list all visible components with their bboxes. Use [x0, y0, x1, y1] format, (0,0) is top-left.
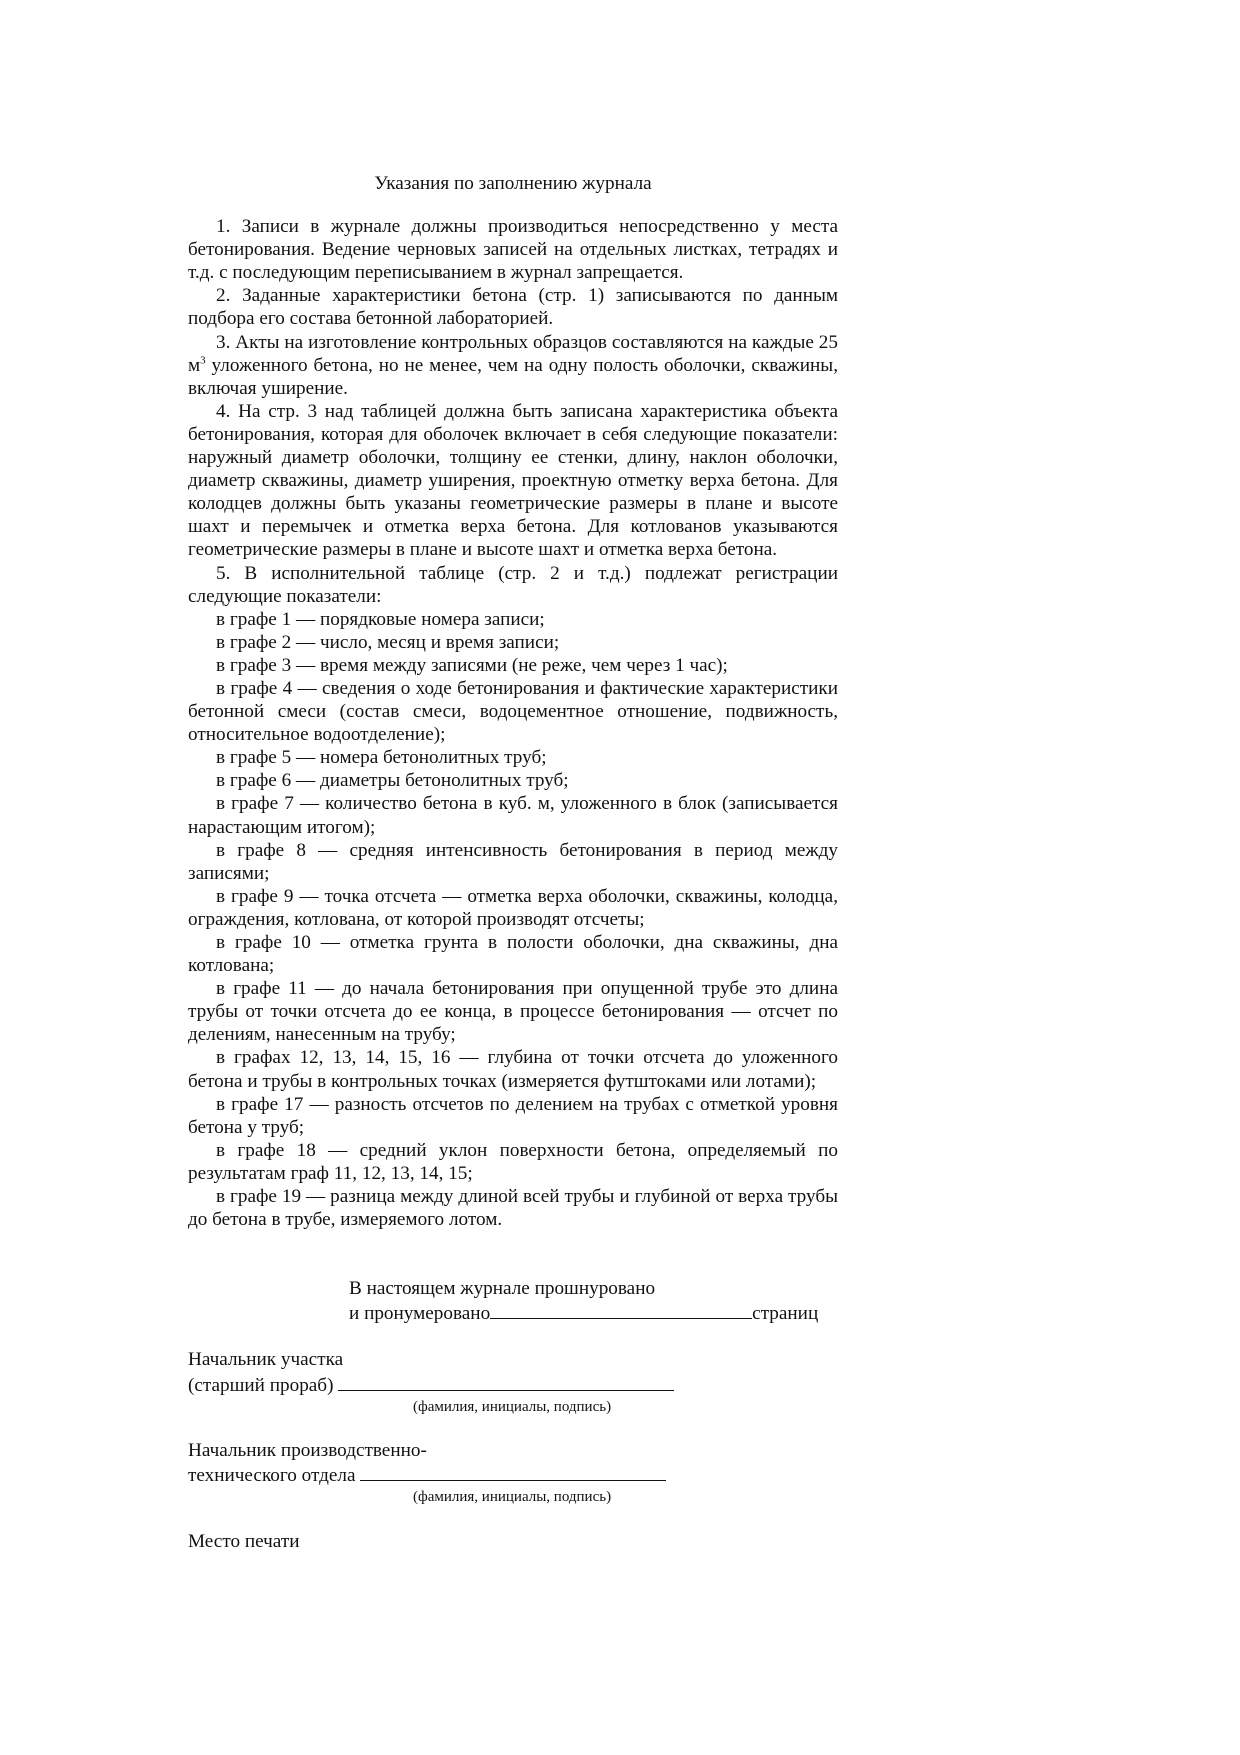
stitched-label: и пронумеровано — [349, 1303, 491, 1325]
technical-dept-signature — [188, 1439, 838, 1507]
signature-caption: (фамилия, инициалы, подпись) — [413, 1398, 612, 1415]
column-item: в графе 18 — средний уклон поверхности бетона, определяемый по результатам граф 11, 12, 13, 14, 15; — [188, 1139, 838, 1184]
column-item: в графе 6 — диаметры бетонолитных труб; — [216, 770, 569, 792]
column-item: в графе 7 — количество бетона в куб. м, уложенного в блок (записывается нарастающим итогом); — [188, 793, 838, 838]
column-item: в графе 2 — число, месяц и время записи; — [216, 631, 560, 653]
paragraph: 1. Записи в журнале должны производиться непосредственно у места бетонирования. Ведение черновых записей на отдельных листках, тетрадях и т.д. с последующим переписыванием в журнал запрещается. — [188, 216, 838, 284]
stitched-note — [349, 1277, 838, 1325]
instructions-body — [188, 215, 838, 1231]
document-title: Указания по заполнению журнала — [374, 173, 652, 194]
paragraph-samples — [188, 331, 838, 400]
page-count-blank[interactable] — [490, 1300, 752, 1319]
paragraph-samples-text: 3. Акты на изготовление контрольных образцов составляются на каждые 25 м — [188, 331, 838, 376]
column-item: в графе 10 — отметка грунта в полости оболочки, дна скважины, дна котлована; — [188, 932, 838, 977]
seal-place: Место печати — [188, 1530, 300, 1552]
column-item: в графе 8 — средняя интенсивность бетонирования в период между записями; — [188, 839, 838, 884]
signature-blank[interactable] — [360, 1462, 666, 1481]
column-item: в графе 17 — разность отсчетов по делением на трубах с отметкой уровня бетона у труб; — [188, 1093, 838, 1138]
signature-blank[interactable] — [338, 1372, 674, 1391]
signature-title: Начальник производственно- — [188, 1439, 427, 1461]
column-item: в графе 11 — до начала бетонирования при опущенной трубе это длина трубы от точки отсчета до ее конца, в процессе бетонирования — отсчет по делениям, нанесенным на трубу; — [188, 978, 838, 1046]
paragraph-samples-text-end: уложенного бетона, но не менее, чем на одну полость оболочки, скважины, включая уширение. — [188, 354, 838, 399]
signature-caption: (фамилия, инициалы, подпись) — [413, 1488, 612, 1505]
column-item: в графе 4 — сведения о ходе бетонирования и фактические характеристики бетонной смеси (состав смеси, водоцементное отношение, подвижность, относительное водоотделение); — [188, 677, 838, 746]
signature-line — [188, 1372, 838, 1397]
signature-line — [188, 1462, 838, 1487]
paragraph: 5. В исполнительной таблице (стр. 2 и т.д.) подлежат регистрации следующие показатели: — [188, 562, 838, 607]
column-item: в графе 19 — разница между длиной всей трубы и глубиной от верха трубы до бетона в трубе, измеряемого лотом. — [188, 1186, 838, 1231]
stitched-line-2 — [349, 1300, 838, 1325]
column-item: в графах 12, 13, 14, 15, 16 — глубина от точки отсчета до уложенного бетона и трубы в контрольных точках (измеряется футштоками или лотами); — [188, 1047, 838, 1092]
column-item: в графе 5 — номера бетонолитных труб; — [216, 747, 547, 769]
signature-role: технического отдела — [188, 1464, 361, 1486]
column-item: в графе 3 — время между записями (не реже, чем через 1 час); — [216, 654, 728, 676]
column-item: в графе 9 — точка отсчета — отметка верха оболочки, скважины, колодца, ограждения, котлована, от которой производят отсчеты; — [188, 885, 838, 930]
paragraph: 2. Заданные характеристики бетона (стр. 1) записываются по данным подбора его состава бетонной лабораторией. — [188, 285, 838, 330]
document-content — [188, 172, 838, 1553]
signature-role: (старший прораб) — [188, 1374, 339, 1396]
pages-word: страниц — [752, 1303, 819, 1325]
stitched-line-1: В настоящем журнале прошнуровано — [349, 1278, 656, 1300]
column-item: в графе 1 — порядковые номера записи; — [216, 608, 545, 630]
site-chief-signature — [188, 1348, 838, 1416]
paragraph: 4. На стр. 3 над таблицей должна быть записана характеристика объекта бетонирования, которая для оболочек включает в себя следующие показатели: наружный диаметр оболочки, толщину ее стенки, длину, наклон оболочки, диаметр скважины, диаметр уширения, проектную отметку верха бетона. Для колодцев должны быть указаны геометрические размеры в плане и высоте шахт и перемычек и отметка верха бетона. Для котлованов указываются геометрические размеры в плане и высоте шахт и отметка верха бетона. — [188, 400, 838, 561]
superscript: 3 — [200, 354, 206, 367]
signature-title: Начальник участка — [188, 1349, 344, 1371]
